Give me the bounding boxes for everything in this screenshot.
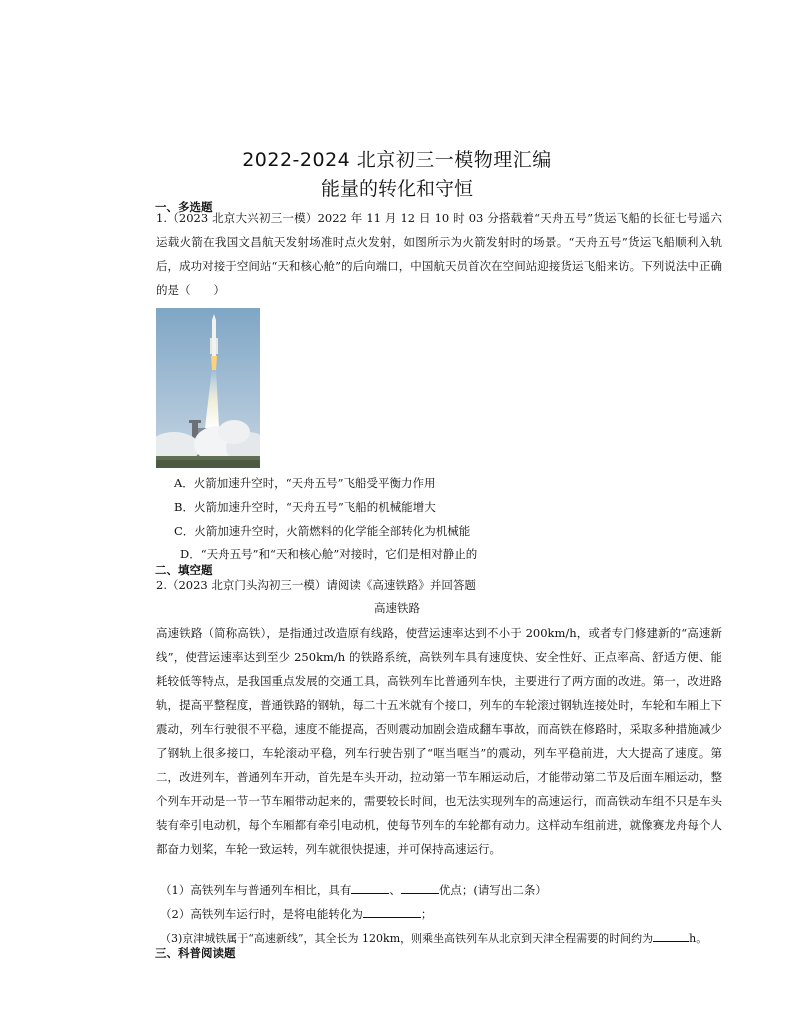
document-subtitle: 能量的转化和守恒 xyxy=(320,178,473,200)
sub-1-text-a: （1）高铁列车与普通列车相比，具有 xyxy=(160,883,352,897)
sub-2-text-a: （2）高铁列车运行时，是将电能转化为 xyxy=(160,907,363,921)
sub-1-text-b: 优点；(请写出二条） xyxy=(438,883,547,897)
sub-3-text-a: （3)京津城铁属于“高速新线”，其全长为 120km，则乘坐高铁列车从北京到天津全程需要的时间约为 xyxy=(160,932,654,945)
sub-2-text-b: ； xyxy=(420,907,433,921)
question-1-option-d: D．“天舟五号”和“天和核心舱”对接时，它们是相对静止的 xyxy=(180,547,478,561)
question-1-stem: 1.（2023 北京大兴初三一模）2022 年 11 月 12 日 10 时 03 分搭载着“天舟五号”货运飞船的长征七号遥六运载火箭在我国文昌航天发射场准时点火发射，如图所示为火箭发射时的场景。“天舟五号”货运飞船顺利入轨后，成功对接于空间站“天和核心舱”的后向端口，中国航天员首次在空间站迎接货运飞船来访。下列说法中正确的是（ ） xyxy=(156,211,722,297)
question-1-option-c: C．火箭加速升空时，火箭燃料的化学能全部转化为机械能 xyxy=(174,524,471,538)
sub-1-separator: 、 xyxy=(389,883,401,897)
article-body: 高速铁路（简称高铁），是指通过改造原有线路，使营运速率达到不小于 200km/h，或者专门修建新的“高速新线”，使营运速率达到至少 250km/h 的铁路系统，高铁列车具有速度快、安全性好、正点率高、舒适方便、能耗较低等特点，是我国重点发展的交通工具，高铁列车比普通列车快，主要进行了两方面的改进。第一，改进路轨，提高平整程度，普通铁路的钢轨，每二十五米就有个接口，列车的车轮滚过钢轨连接处时，车轮和车厢上下震动，列车行驶很不平稳，速度不能提高，否则震动加剧会造成翻车事故，而高铁在修路时，采取多种措施减少了钢轨上很多接口，车轮滚动平稳，列车行驶告别了“哐当哐当”的震动，列车平稳前进，大大提高了速度。第二，改进列车，普通列车开动，首先是车头开动，拉动第一节车厢运动后，才能带动第二节及后面车厢运动，整个列车开动是一节一节车厢带动起来的，需要较长时间，也无法实现列车的高速运行，而高铁动车组不只是车头装有牵引电动机，每个车厢都有牵引电动机，使每节列车的车轮都有动力。这样动车组前进，就像赛龙舟每个人都奋力划桨，车轮一致运转，列车就很快提速，并可保持高速运行。 xyxy=(156,626,722,856)
question-2-sub-3 xyxy=(160,929,707,946)
section-heading-science-reading: 三、科普阅读题 xyxy=(155,946,236,960)
section-heading-multiple-choice: 一、多选题 xyxy=(155,200,213,214)
question-2-sub-1 xyxy=(160,881,547,898)
answer-blank-3[interactable] xyxy=(653,929,689,942)
answer-blank-1a[interactable] xyxy=(351,881,389,894)
question-1-option-b: B．火箭加速升空时，“天舟五号”飞船的机械能增大 xyxy=(174,500,436,514)
question-2-intro: 2.（2023 北京门头沟初三一模）请阅读《高速铁路》并回答题 xyxy=(156,578,476,592)
answer-blank-1b[interactable] xyxy=(401,881,439,894)
rocket-launch-photo xyxy=(156,308,260,468)
answer-blank-2[interactable] xyxy=(363,905,421,918)
article-title: 高速铁路 xyxy=(374,601,420,615)
document-title: 2022-2024 北京初三一模物理汇编 xyxy=(242,149,552,171)
sub-3-text-b: h。 xyxy=(689,932,708,945)
question-1-option-a: A．火箭加速升空时，“天舟五号”飞船受平衡力作用 xyxy=(174,476,436,490)
section-heading-fill-in: 二、填空题 xyxy=(155,563,213,577)
question-2-sub-2 xyxy=(160,905,432,922)
